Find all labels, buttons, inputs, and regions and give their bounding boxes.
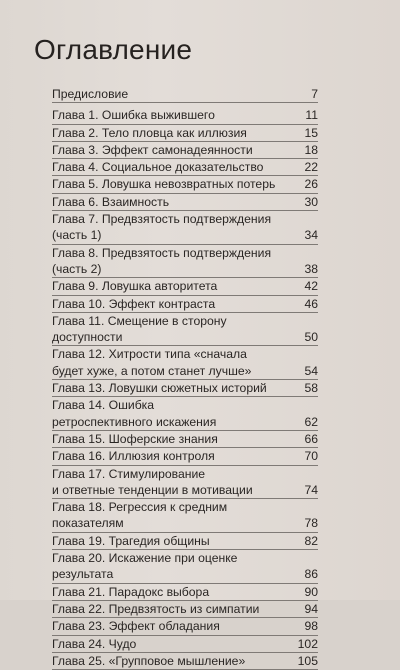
- toc-entry-title: Глава 23. Эффект обладания: [52, 619, 220, 634]
- toc-entry-title: Глава 13. Ловушки сюжетных историй: [52, 381, 267, 396]
- table-of-contents: [52, 86, 318, 670]
- toc-entry-title: Глава 2. Тело пловца как иллюзия: [52, 125, 247, 140]
- toc-entry-title: Глава 4. Социальное доказательство: [52, 160, 264, 175]
- toc-entry: [52, 125, 318, 142]
- toc-entry-title: Глава 11. Смещение в сторону доступности: [52, 313, 227, 345]
- toc-entry-page: 34: [304, 228, 318, 243]
- toc-entry-page: 54: [304, 363, 318, 378]
- toc-entry: [52, 550, 318, 584]
- toc-entry: [52, 601, 318, 618]
- toc-entry-page: 70: [304, 449, 318, 464]
- toc-entry-title: Глава 8. Предвзятость подтверждения (часть 2): [52, 245, 272, 276]
- toc-entry-page: 66: [304, 431, 318, 446]
- toc-entry-page: 62: [304, 414, 318, 429]
- toc-entry-page: 38: [304, 261, 318, 276]
- toc-entry: [52, 653, 318, 670]
- toc-entry: [52, 278, 318, 295]
- toc-entry: [52, 499, 318, 533]
- toc-entry-title: Глава 16. Иллюзия контроля: [52, 449, 215, 464]
- toc-entry-page: 26: [304, 177, 318, 192]
- toc-entry-title: Глава 22. Предвзятость из симпатии: [52, 601, 260, 616]
- toc-entry: [52, 431, 318, 448]
- toc-entry: [52, 448, 318, 465]
- toc-entry-page: 50: [304, 330, 318, 345]
- toc-entry: [52, 194, 318, 211]
- toc-entry-page: 74: [304, 482, 318, 497]
- toc-entry: [52, 142, 318, 159]
- toc-entry: [52, 636, 318, 653]
- toc-entry-title: Глава 24. Чудо: [52, 636, 137, 651]
- toc-entry-page: 105: [297, 653, 318, 668]
- toc-entry-title: Глава 1. Ошибка выжившего: [52, 108, 215, 123]
- toc-entry: [52, 245, 318, 279]
- toc-entry-page: 46: [304, 296, 318, 311]
- toc-entry-page: 30: [304, 194, 318, 209]
- toc-entry-title: Глава 15. Шоферские знания: [52, 431, 218, 446]
- page-title: Оглавление: [34, 34, 193, 65]
- toc-entry-page: 98: [304, 619, 318, 634]
- toc-entry: [52, 466, 318, 500]
- toc-entry-title: Глава 19. Трагедия общины: [52, 533, 210, 548]
- toc-entry: [52, 313, 318, 347]
- toc-entry-title: Глава 12. Хитрости типа «сначала будет хуже, а потом станет лучше»: [52, 347, 252, 378]
- toc-entry: [52, 346, 318, 380]
- toc-entry: [52, 380, 318, 397]
- toc-entry-title: Глава 18. Регрессия к средним показателям: [52, 500, 228, 531]
- toc-entry: [52, 584, 318, 601]
- toc-entry-title: Глава 20. Искажение при оценке результата: [52, 551, 238, 582]
- toc-entry-page: 86: [304, 567, 318, 582]
- toc-entry-title: Глава 10. Эффект контраста: [52, 296, 216, 311]
- toc-entry-title: Глава 6. Взаимность: [52, 194, 170, 209]
- toc-entry-page: 82: [304, 533, 318, 548]
- toc-entry: [52, 533, 318, 550]
- toc-entry: [52, 86, 318, 103]
- toc-entry-page: 11: [305, 108, 318, 123]
- toc-entry-page: 94: [304, 601, 318, 616]
- toc-entry-title: Предисловие: [52, 87, 129, 101]
- toc-entry-title: Глава 7. Предвзятость подтверждения (часть 1): [52, 212, 272, 243]
- toc-entry: [52, 176, 318, 193]
- toc-entry-page: 7: [311, 87, 318, 101]
- toc-entry-title: Глава 5. Ловушка невозвратных потерь: [52, 177, 276, 192]
- toc-entry-page: 18: [304, 142, 318, 157]
- toc-entry-page: 42: [304, 279, 318, 294]
- toc-entry: [52, 107, 318, 124]
- toc-entry-page: 22: [304, 160, 318, 175]
- toc-entry: [52, 211, 318, 245]
- toc-entry-title: Глава 21. Парадокс выбора: [52, 584, 210, 599]
- toc-entry: [52, 159, 318, 176]
- toc-entry-page: 58: [304, 381, 318, 396]
- toc-entry-title: Глава 17. Стимулирование и ответные тенденции в мотивации: [52, 466, 253, 497]
- toc-entry-title: Глава 14. Ошибка ретроспективного искажения: [52, 398, 217, 429]
- toc-entry-page: 90: [304, 584, 318, 599]
- toc-entry-title: Глава 25. «Групповое мышление»: [52, 653, 246, 668]
- toc-entry-title: Глава 3. Эффект самонадеянности: [52, 142, 253, 157]
- toc-entry-page: 78: [304, 516, 318, 531]
- toc-entry-page: 15: [304, 125, 318, 140]
- toc-entry: [52, 618, 318, 635]
- toc-entry: [52, 397, 318, 431]
- toc-entry-title: Глава 9. Ловушка авторитета: [52, 279, 218, 294]
- toc-entry-page: 102: [297, 636, 318, 651]
- toc-entry: [52, 296, 318, 313]
